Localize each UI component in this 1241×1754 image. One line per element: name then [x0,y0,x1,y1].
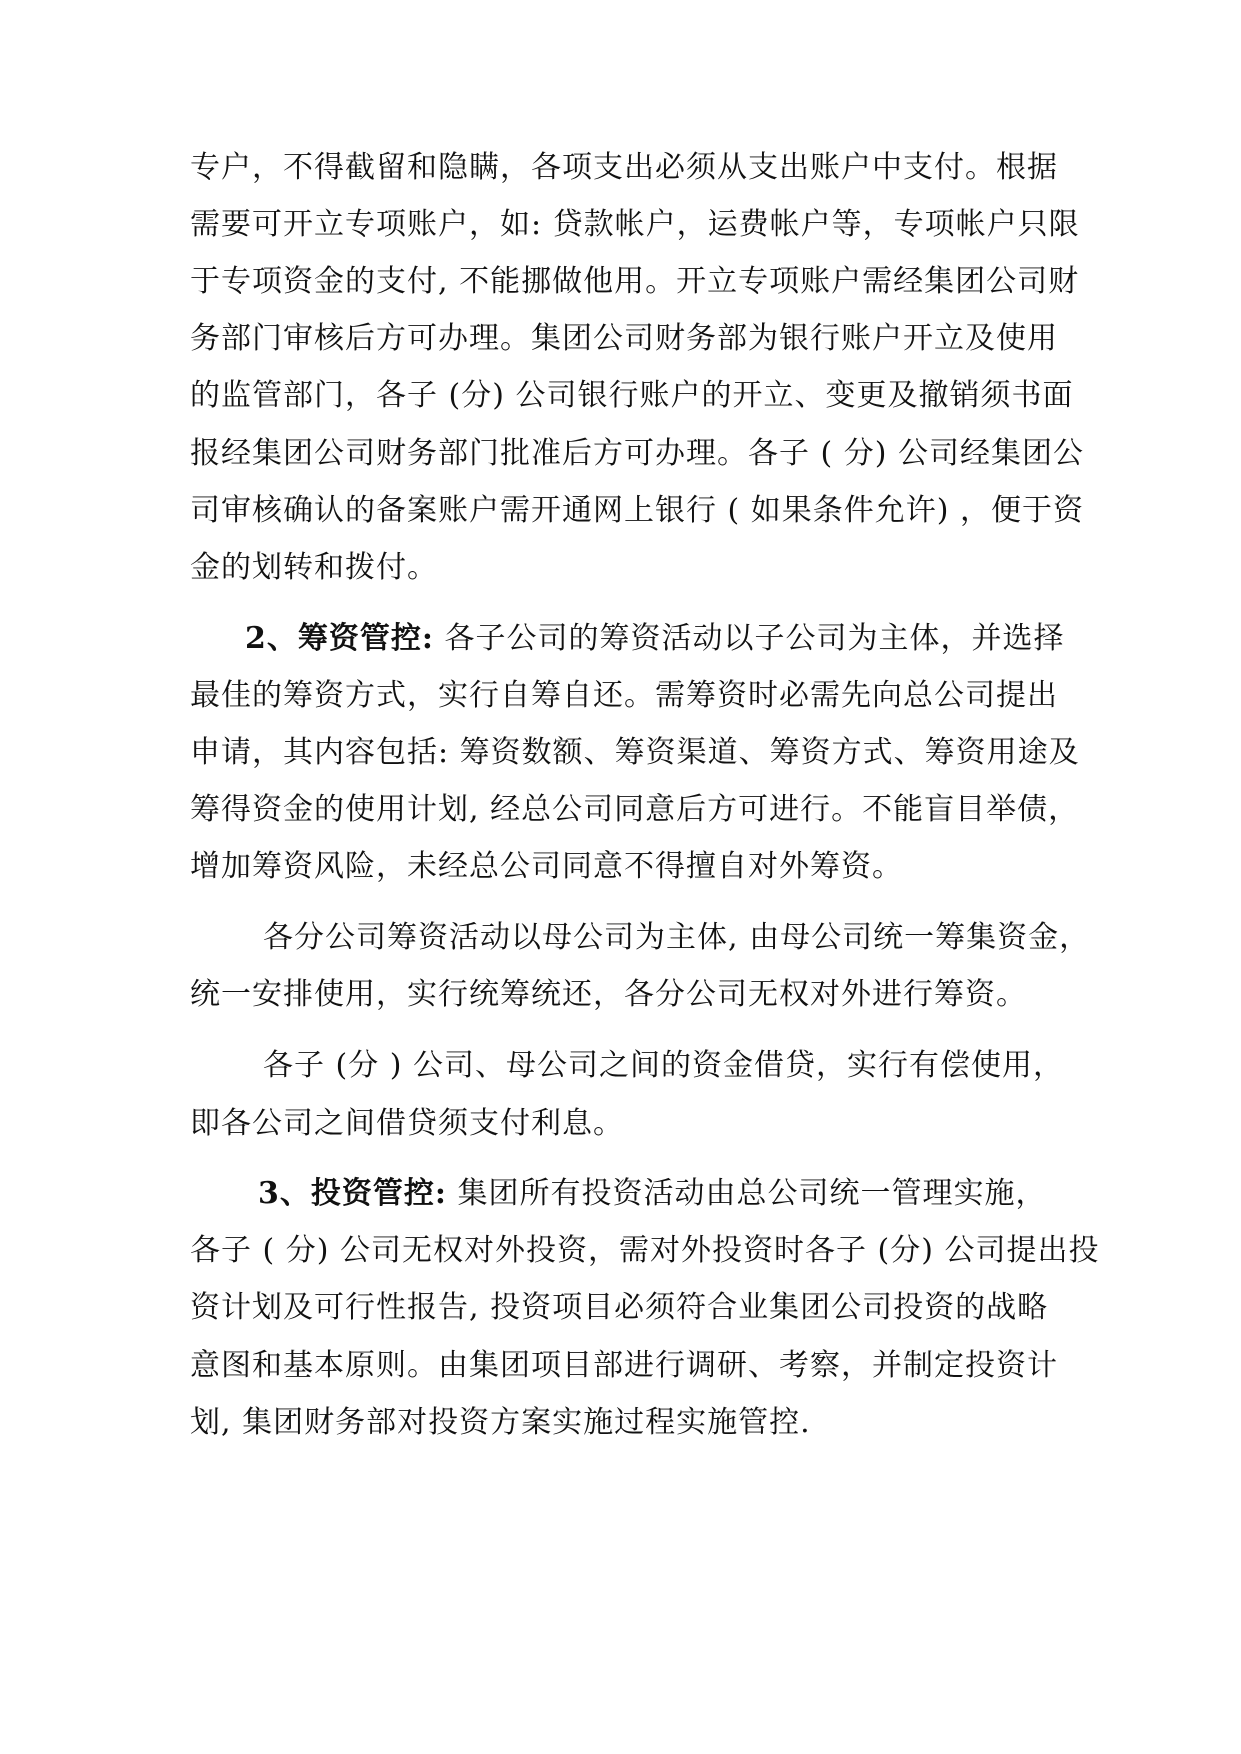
paragraph-2-line-5: 增加筹资风险，未经总公司同意不得擅自对外筹资。 [190,849,903,884]
paragraph-5-line-1 [258,1174,1128,1214]
paragraph-2-line-2: 最佳的筹资方式，实行自筹自还。需筹资时必需先向总公司提出 [190,678,1058,713]
paragraph-3-line-1: 各分公司筹资活动以母公司为主体, 由母公司统一筹集资金， [263,920,1091,955]
paragraph-1-line-4: 务部门审核后方可办理。集团公司财务部为银行账户开立及使用 [190,321,1058,356]
paragraph-5-line-4: 意图和基本原则。由集团项目部进行调研、考察，并制定投资计 [190,1348,1058,1383]
paragraph-5-line-1-text: 集团所有投资活动由总公司统一管理实施， [446,1176,1047,1211]
paragraph-1-line-7: 司审核确认的备案账户需开通网上银行 ( 如果条件允许) ，便于资 [190,493,1085,528]
paragraph-1-line-6: 报经集团公司财务部门批准后方可办理。各子 ( 分) 公司经集团公 [190,436,1085,471]
paragraph-4-line-1: 各子 (分 ) 公司、母公司之间的资金借贷，实行有偿使用， [263,1048,1065,1083]
paragraph-5-line-3: 资计划及可行性报告, 投资项目必须符合业集团公司投资的战略 [190,1290,1049,1325]
paragraph-5-line-2: 各子 ( 分) 公司无权对外投资，需对外投资时各子 (分) 公司提出投 [190,1233,1100,1268]
paragraph-4-line-2: 即各公司之间借贷须支付利息。 [190,1106,624,1141]
paragraph-1-line-3: 于专项资金的支付, 不能挪做他用。开立专项账户需经集团公司财 [190,264,1080,299]
paragraph-3-line-2: 统一安排使用，实行统筹统还，各分公司无权对外进行筹资。 [190,977,1027,1012]
paragraph-1-line-8: 金的划转和拨付。 [190,550,438,585]
paragraph-5-line-5: 划, 集团财务部对投资方案实施过程实施管控. [190,1405,811,1440]
paragraph-1-line-2: 需要可开立专项账户，如: 贷款帐户，运费帐户等，专项帐户只限 [190,207,1080,242]
paragraph-2-line-1 [245,619,1115,659]
section-heading-financing: 2、筹资管控: [245,621,434,656]
paragraph-2-line-1-text: 各子公司的筹资活动以子公司为主体，并选择 [433,621,1065,656]
paragraph-2-line-3: 申请，其内容包括: 筹资数额、筹资渠道、筹资方式、筹资用途及 [190,735,1080,770]
paragraph-2-line-4: 筹得资金的使用计划, 经总公司同意后方可进行。不能盲目举债， [190,792,1080,827]
section-heading-investment: 3、投资管控: [258,1176,447,1211]
paragraph-1-line-5: 的监管部门，各子 (分) 公司银行账户的开立、变更及撤销须书面 [190,378,1074,413]
paragraph-1-line-1: 专户，不得截留和隐瞒，各项支出必须从支出账户中支付。根据 [190,150,1058,185]
